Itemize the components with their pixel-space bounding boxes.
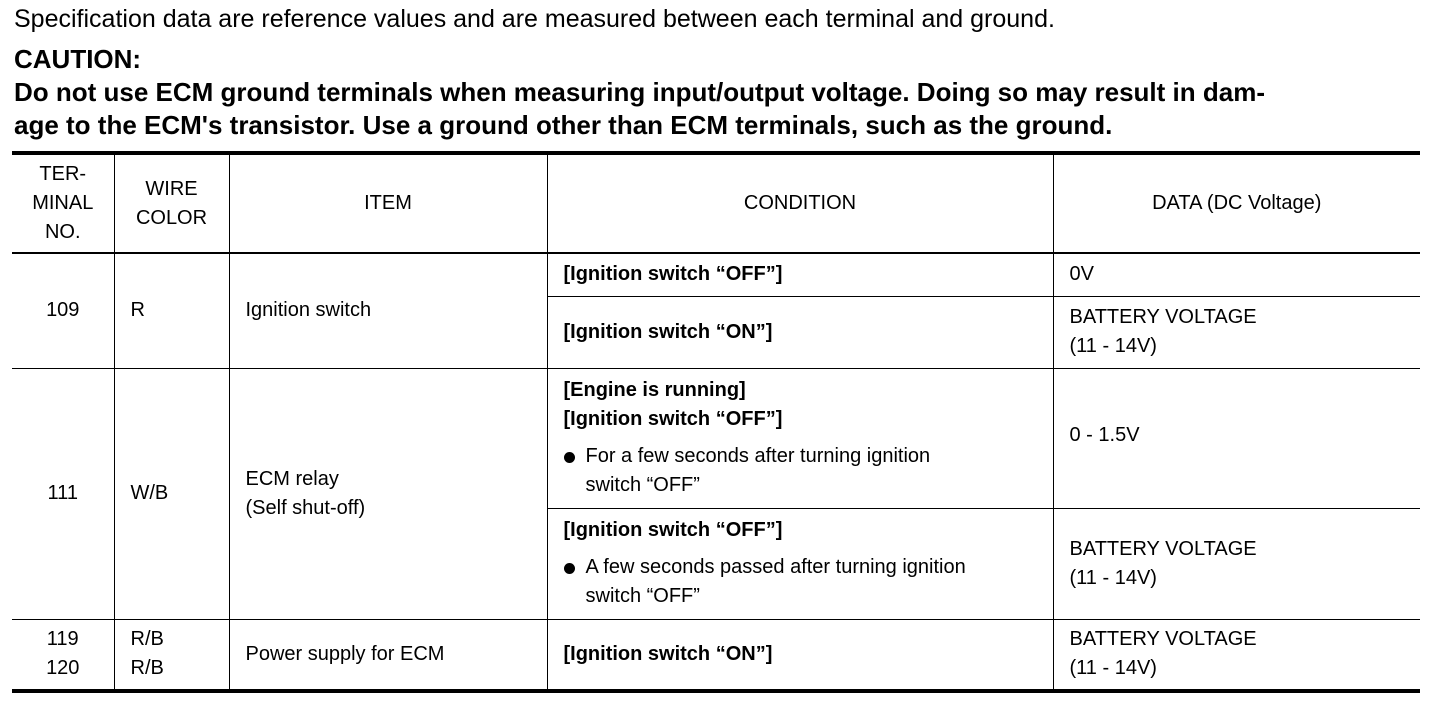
terminal-no: 111 — [12, 368, 114, 619]
item-name: Ignition switch — [229, 253, 547, 368]
table-header-row — [12, 153, 1420, 253]
condition-cell — [547, 253, 1053, 296]
data-value: 0V — [1053, 253, 1420, 296]
caution-body — [14, 76, 1424, 142]
data-line-2: (11 - 14V) — [1069, 657, 1157, 680]
condition-title: [Ignition switch “OFF”] — [563, 408, 783, 430]
bullet-text — [586, 442, 931, 500]
header-wire-color — [114, 153, 229, 253]
header-terminal-line-2: MINAL — [32, 192, 94, 214]
data-line-2: (11 - 14V) — [1069, 566, 1157, 589]
bullet-line-1: A few seconds passed after turning ignition — [585, 556, 966, 578]
table-row — [12, 368, 1420, 508]
wire-color — [114, 619, 229, 691]
data-value — [1053, 619, 1420, 691]
item-name: Power supply for ECM — [229, 619, 547, 691]
data-line-1: BATTERY VOLTAGE — [1069, 537, 1257, 560]
wire-line-2: R/B — [130, 657, 164, 680]
header-condition: CONDITION — [547, 153, 1053, 253]
bullet-line-2: switch “OFF” — [585, 474, 700, 496]
data-value: 0 - 1.5V — [1053, 368, 1420, 508]
data-line-2: (11 - 14V) — [1069, 335, 1157, 357]
bullet-line-2: switch “OFF” — [585, 585, 700, 607]
table-row — [12, 253, 1420, 296]
condition-title: [Ignition switch “OFF”] — [563, 519, 783, 541]
header-terminal-line-3: NO. — [44, 221, 81, 243]
header-data: DATA (DC Voltage) — [1053, 153, 1420, 253]
caution-line-2: age to the ECM's transistor. Use a ground other than ECM terminals, such as the ground. — [14, 110, 1113, 140]
caution-line-1: Do not use ECM ground terminals when measuring input/output voltage. Doing so may result in dam- — [14, 77, 1265, 107]
wire-color: R — [114, 253, 229, 368]
header-item: ITEM — [229, 153, 547, 253]
data-value — [1053, 296, 1420, 368]
header-terminal-no — [12, 153, 114, 253]
header-wire-line-2: COLOR — [135, 206, 208, 229]
item-line-2: (Self shut-off) — [245, 496, 366, 519]
condition-title: [Engine is running] — [563, 379, 746, 401]
condition-cell — [547, 296, 1053, 368]
item-name — [229, 368, 547, 619]
condition-title: [Ignition switch “ON”] — [563, 320, 773, 343]
bullet-dot-icon — [564, 563, 575, 574]
condition-title: [Ignition switch “ON”] — [563, 642, 773, 665]
terminal-line-2: 120 — [46, 657, 80, 680]
terminal-no — [12, 619, 114, 691]
data-line-1: BATTERY VOLTAGE — [1069, 628, 1257, 651]
bullet-text — [586, 553, 966, 611]
condition-title: [Ignition switch “OFF”] — [563, 263, 783, 286]
condition-bullet — [564, 442, 1043, 500]
wire-line-1: R/B — [130, 628, 164, 651]
condition-bullet — [564, 553, 1043, 611]
condition-cell — [547, 508, 1053, 619]
condition-cell — [547, 368, 1053, 508]
caution-title: CAUTION: — [14, 44, 142, 74]
wire-color: W/B — [114, 368, 229, 619]
item-line-1: ECM relay — [245, 467, 339, 490]
terminal-line-1: 119 — [46, 628, 79, 651]
data-line-1: BATTERY VOLTAGE — [1069, 306, 1257, 328]
data-value — [1053, 508, 1420, 619]
bullet-line-1: For a few seconds after turning ignition — [585, 445, 931, 467]
bullet-dot-icon — [564, 452, 575, 463]
terminal-no: 109 — [12, 253, 114, 368]
table-row — [12, 619, 1420, 691]
terminal-spec-table — [12, 151, 1420, 693]
header-terminal-line-1: TER- — [39, 163, 87, 185]
intro-text: Specification data are reference values and are measured between each terminal and ground. — [14, 5, 1055, 33]
condition-cell — [547, 619, 1053, 691]
header-wire-line-1: WIRE — [145, 177, 198, 200]
